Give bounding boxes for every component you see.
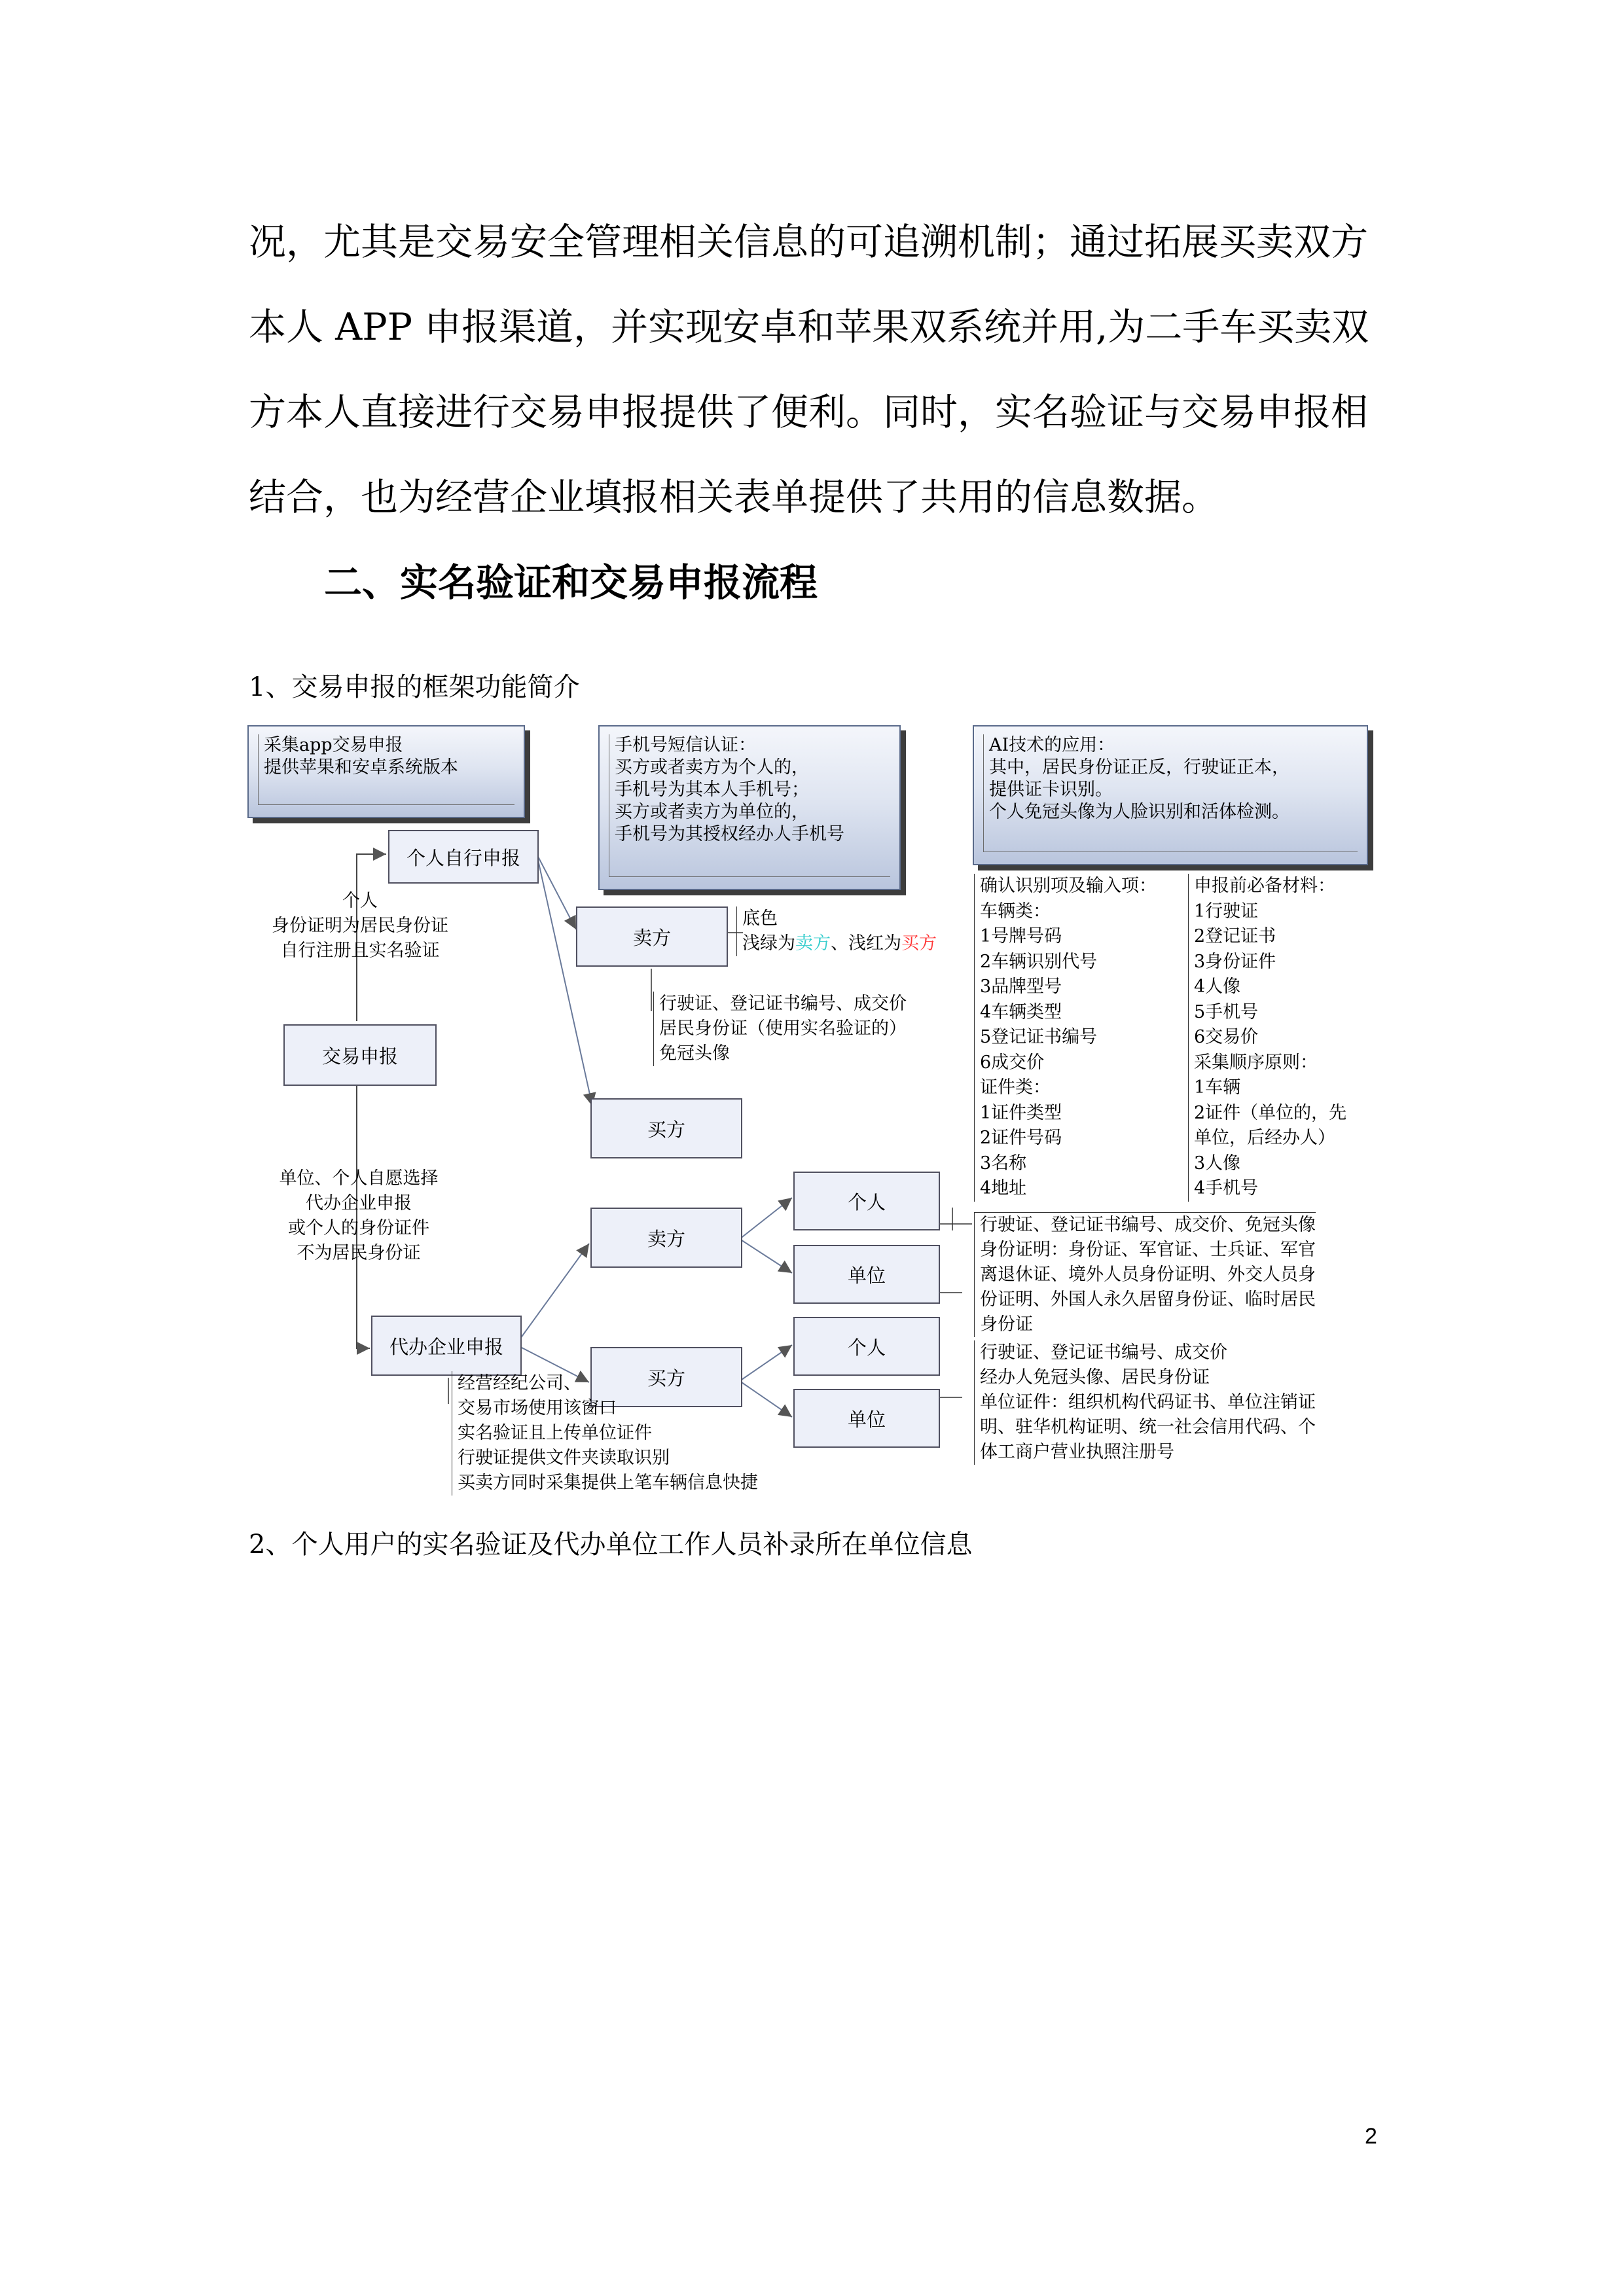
note-seller-agent-docs	[974, 1212, 1316, 1337]
note-bg-color	[736, 906, 937, 956]
note-line: 3身份证件	[1194, 951, 1276, 972]
sms-box-line: 手机号为其本人手机号；	[615, 780, 809, 800]
seller-color-label: 卖方	[795, 933, 831, 954]
note-line: 单位、个人自愿选择	[279, 1168, 439, 1189]
note-line: 行驶证、登记证书编号、成交价、免冠头像	[980, 1215, 1316, 1235]
note-line: 底色	[742, 908, 778, 929]
note-line: 1行驶证	[1194, 901, 1259, 922]
note-line: 或个人的身份证件	[288, 1218, 429, 1238]
sms-box-line: 手机号为其授权经办人手机号	[615, 824, 844, 844]
note-line: 6成交价	[980, 1052, 1045, 1073]
node-seller-person: 个人	[793, 1172, 940, 1230]
note-line: 6交易价	[1194, 1027, 1259, 1047]
sms-auth-box	[598, 725, 901, 890]
note-line: 4车辆类型	[980, 1001, 1062, 1022]
note-line: 采集顺序原则：	[1194, 1052, 1318, 1073]
note-line: 份证明、外国人永久居留身份证、临时居民	[980, 1289, 1316, 1310]
note-seller-docs	[653, 992, 907, 1066]
note-line: 自行注册且实名验证	[280, 941, 440, 961]
note-line: 实名验证且上传单位证件	[458, 1423, 652, 1443]
note-line: 免冠头像	[659, 1043, 730, 1064]
subsection-title-2: 2、个人用户的实名验证及代办单位工作人员补录所在单位信息	[249, 1530, 973, 1560]
ai-box-line: 个人免冠头像为人脸识别和活体检测。	[989, 802, 1290, 822]
body-line: 本人 APP 申报渠道，并实现安卓和苹果双系统并用,为二手车买卖双	[249, 306, 1369, 349]
note-line: 3名称	[980, 1153, 1027, 1174]
note-line	[742, 931, 937, 956]
note-line: 证件类：	[980, 1077, 1051, 1098]
node-trade-declare: 交易申报	[283, 1024, 437, 1086]
body-line: 结合，也为经营企业填报相关表单提供了共用的信息数据。	[249, 476, 1219, 519]
note-agent-market	[452, 1371, 758, 1496]
note-line: 5登记证书编号	[980, 1027, 1098, 1047]
note-line: 单位，后经办人）	[1194, 1128, 1335, 1148]
note-line: 申报前必备材料：	[1194, 876, 1335, 896]
ai-box-line: AI技术的应用：	[989, 735, 1115, 755]
app-box-line: 提供苹果和安卓系统版本	[264, 757, 458, 778]
note-line: 身份证	[980, 1314, 1033, 1335]
note-line: 3品牌型号	[980, 977, 1062, 997]
note-line: 3人像	[1194, 1153, 1241, 1174]
note-identify-items	[974, 874, 1157, 1202]
subsection-title-1: 1、交易申报的框架功能简介	[249, 672, 580, 702]
note-line: 1车辆	[1194, 1077, 1241, 1098]
node-seller-unit: 单位	[793, 1245, 940, 1304]
note-line: 经营经纪公司、	[458, 1373, 581, 1393]
note-line: 不为居民身份证	[297, 1243, 421, 1263]
app-box-line: 采集app交易申报	[264, 735, 403, 755]
note-line: 行驶证、登记证书编号、成交价	[659, 994, 907, 1014]
note-line: 2证件号码	[980, 1128, 1062, 1148]
ai-application-box	[973, 725, 1368, 865]
note-line: 个人	[342, 891, 378, 911]
note-line: 1证件类型	[980, 1102, 1062, 1123]
page-number: 2	[1365, 2124, 1377, 2149]
note-line: 经办人免冠头像、居民身份证	[980, 1367, 1210, 1388]
note-line: 2登记证书	[1194, 926, 1276, 946]
node-buyer-self: 买方	[590, 1098, 742, 1158]
note-line: 4人像	[1194, 977, 1241, 997]
note-line: 2证件（单位的，先	[1194, 1102, 1347, 1123]
buyer-color-label: 买方	[901, 933, 937, 954]
text-part: 、浅红为	[831, 933, 901, 954]
node-agent-declare: 代办企业申报	[371, 1316, 522, 1376]
note-buyer-agent-docs	[974, 1340, 1316, 1465]
ai-box-line: 提供证卡识别。	[989, 780, 1113, 800]
body-line: 况，尤其是交易安全管理相关信息的可追溯机制；通过拓展买卖双方	[249, 221, 1368, 264]
node-seller-self: 卖方	[576, 906, 728, 967]
note-line: 1号牌号码	[980, 926, 1062, 946]
sms-box-line: 买方或者卖方为个人的，	[615, 757, 809, 778]
note-line: 交易市场使用该窗口	[458, 1398, 617, 1418]
note-individual	[249, 889, 471, 963]
section-title: 二、实名验证和交易申报流程	[324, 560, 818, 605]
note-line: 身份证明：身份证、军官证、士兵证、军官	[980, 1240, 1316, 1260]
note-line: 明、驻华机构证明、统一社会信用代码、个	[980, 1417, 1316, 1437]
note-line: 离退休证、境外人员身份证明、外交人员身	[980, 1265, 1316, 1285]
note-line: 身份证明为居民身份证	[272, 916, 448, 936]
note-agent-choice	[247, 1166, 470, 1266]
body-line: 方本人直接进行交易申报提供了便利。同时，实名验证与交易申报相	[249, 391, 1368, 434]
note-line: 确认识别项及输入项：	[980, 876, 1157, 896]
node-buyer-person: 个人	[793, 1317, 940, 1376]
node-buyer-unit: 单位	[793, 1389, 940, 1448]
note-line: 行驶证、登记证书编号、成交价	[980, 1342, 1227, 1363]
node-buyer-agent: 买方	[590, 1347, 742, 1407]
note-line: 买卖方同时采集提供上笔车辆信息快捷	[458, 1473, 758, 1493]
note-line: 车辆类：	[980, 901, 1051, 922]
note-line: 4手机号	[1194, 1178, 1259, 1198]
note-line: 5手机号	[1194, 1001, 1259, 1022]
sms-box-line: 买方或者卖方为单位的，	[615, 802, 809, 822]
note-line: 单位证件：组织机构代码证书、单位注销证	[980, 1392, 1316, 1412]
node-self-declare: 个人自行申报	[388, 830, 539, 884]
app-collection-box	[247, 725, 525, 818]
text-part: 浅绿为	[742, 933, 795, 954]
node-seller-agent: 卖方	[590, 1208, 742, 1268]
note-line: 代办企业申报	[306, 1193, 412, 1213]
note-line: 4地址	[980, 1178, 1027, 1198]
note-line: 行驶证提供文件夹读取识别	[458, 1448, 670, 1468]
note-line: 居民身份证（使用实名验证的）	[659, 1018, 907, 1039]
note-line: 2车辆识别代号	[980, 951, 1098, 972]
sms-box-line: 手机号短信认证：	[615, 735, 756, 755]
ai-box-line: 其中，居民身份证正反，行驶证正本，	[989, 757, 1290, 778]
note-line: 体工商户营业执照注册号	[980, 1442, 1174, 1462]
note-required-materials	[1188, 874, 1346, 1202]
